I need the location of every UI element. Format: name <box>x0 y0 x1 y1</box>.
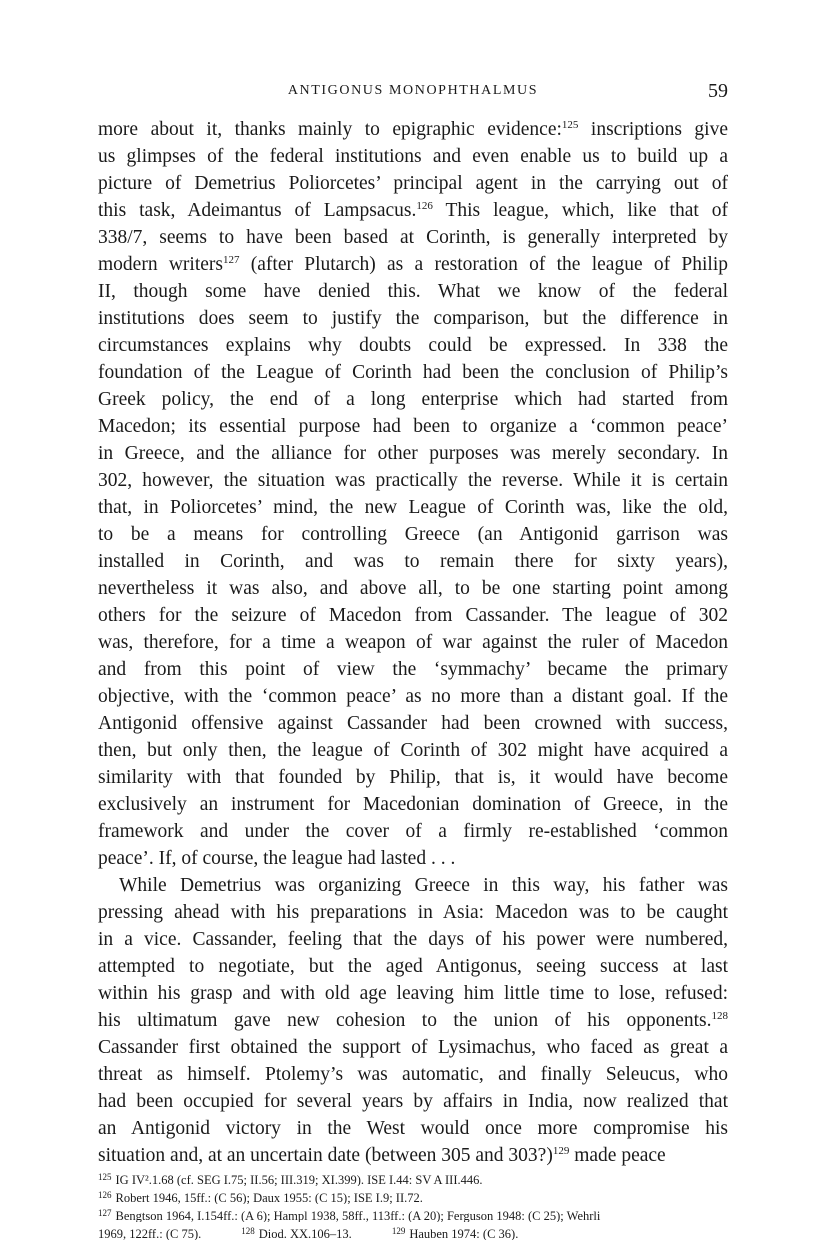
footnote-text: 1969, 122ff.: (C 75). <box>98 1227 202 1240</box>
running-head <box>98 80 728 104</box>
footnote-line <box>98 1186 728 1204</box>
text-run: pressing ahead with his preparations in Asia: Macedon was to be caught <box>98 902 728 923</box>
text-line <box>98 656 728 683</box>
text-run: was, therefore, for a time a weapon of war against the ruler of Macedon <box>98 632 728 653</box>
text-line <box>98 845 728 872</box>
text-run: modern writers <box>98 254 223 275</box>
text-line <box>98 548 728 575</box>
text-run: in a vice. Cassander, feeling that the days of his power were numbered, <box>98 929 728 950</box>
text-run: and from this point of view the ‘symmachy’ became the primary <box>98 659 728 680</box>
text-run: attempted to negotiate, but the aged Antigonus, seeing success at last <box>98 956 728 977</box>
text-run: institutions does seem to justify the comparison, but the difference in <box>98 308 728 329</box>
text-line <box>98 251 728 278</box>
footnote-marker[interactable]: 128 <box>711 1010 728 1022</box>
text-line <box>98 1115 728 1142</box>
text-line <box>98 413 728 440</box>
text-line <box>98 440 728 467</box>
text-run: 338/7, seems to have been based at Corinth, is generally interpreted by <box>98 227 728 248</box>
footnote-line <box>98 1222 728 1240</box>
text-line <box>98 143 728 170</box>
text-run: circumstances explains why doubts could be expressed. In 338 the <box>98 335 728 356</box>
text-run: framework and under the cover of a firmly re-established ‘common <box>98 821 728 842</box>
text-line <box>98 1034 728 1061</box>
footnote-number: 127 <box>98 1208 112 1218</box>
footnotes <box>98 1168 728 1240</box>
text-line <box>98 629 728 656</box>
body-text <box>98 116 728 1169</box>
text-line <box>98 737 728 764</box>
text-line <box>98 494 728 521</box>
text-run: While Demetrius was organizing Greece in this way, his father was <box>119 875 728 896</box>
text-run: to be a means for controlling Greece (an Antigonid garrison was <box>98 524 728 545</box>
footnote-text: Diod. XX.106–13. <box>258 1227 352 1240</box>
text-line <box>98 926 728 953</box>
text-run: objective, with the ‘common peace’ as no more than a distant goal. If the <box>98 686 728 707</box>
footnote-line <box>98 1168 728 1186</box>
text-line <box>98 197 728 224</box>
text-line <box>98 278 728 305</box>
text-run: an Antigonid victory in the West would once more compromise his <box>98 1118 728 1139</box>
text-line <box>98 116 728 143</box>
footnote-marker[interactable]: 126 <box>416 200 433 212</box>
text-line <box>98 602 728 629</box>
text-run: then, but only then, the league of Corinth of 302 might have acquired a <box>98 740 728 761</box>
text-line <box>98 818 728 845</box>
text-run: picture of Demetrius Poliorcetes’ principal agent in the carrying out of <box>98 173 728 194</box>
text-line <box>98 899 728 926</box>
text-run: inscriptions give <box>578 119 728 140</box>
text-line <box>98 683 728 710</box>
text-run: Macedon; its essential purpose had been to organize a ‘common peace’ <box>98 416 728 437</box>
text-line <box>98 1007 728 1034</box>
text-run: had been occupied for several years by affairs in India, now realized that <box>98 1091 728 1112</box>
text-line <box>98 224 728 251</box>
text-line <box>98 1088 728 1115</box>
text-run: This league, which, like that of <box>432 200 728 221</box>
text-line <box>98 872 728 899</box>
text-line <box>98 170 728 197</box>
text-run: in Greece, and the alliance for other purposes was merely secondary. In <box>98 443 728 464</box>
text-run: within his grasp and with old age leaving him little time to lose, refused: <box>98 983 728 1004</box>
text-run: nevertheless it was also, and above all, to be one starting point among <box>98 578 728 599</box>
footnote-number: 129 <box>391 1226 406 1236</box>
text-run: situation and, at an uncertain date (between 305 and 303?) <box>98 1145 553 1166</box>
text-run: us glimpses of the federal institutions and even enable us to build up a <box>98 146 728 167</box>
text-run: foundation of the League of Corinth had been the conclusion of Philip’s <box>98 362 728 383</box>
text-run: Antigonid offensive against Cassander had been crowned with success, <box>98 713 728 734</box>
footnote-line <box>98 1204 728 1222</box>
text-line <box>98 332 728 359</box>
text-line <box>98 764 728 791</box>
text-line <box>98 575 728 602</box>
text-run: that, in Poliorcetes’ mind, the new League of Corinth was, like the old, <box>98 497 728 518</box>
footnote-marker[interactable]: 129 <box>552 1145 570 1157</box>
text-line <box>98 980 728 1007</box>
footnote-number: 126 <box>98 1190 112 1200</box>
text-run: threat as himself. Ptolemy’s was automatic, and finally Seleucus, who <box>98 1064 728 1085</box>
footnote-number: 128 <box>241 1226 255 1236</box>
footnote-text: Hauben 1974: (C 36). <box>409 1227 519 1240</box>
text-line <box>98 305 728 332</box>
text-run: similarity with that founded by Philip, that is, it would have become <box>98 767 728 788</box>
page-number: 59 <box>708 80 728 102</box>
text-run: Greek policy, the end of a long enterprise which had started from <box>98 389 728 410</box>
text-line <box>98 791 728 818</box>
text-line <box>98 1142 728 1169</box>
footnote-marker[interactable]: 127 <box>223 254 240 266</box>
text-run: II, though some have denied this. What we know of the federal <box>98 281 728 302</box>
text-run: made peace <box>569 1145 666 1166</box>
text-run: 302, however, the situation was practically the reverse. While it is certain <box>98 470 728 491</box>
text-run: this task, Adeimantus of Lampsacus. <box>98 200 417 221</box>
text-line <box>98 953 728 980</box>
footnote-marker[interactable]: 125 <box>561 119 579 131</box>
text-run: (after Plutarch) as a restoration of the league of Philip <box>239 254 728 275</box>
text-run: exclusively an instrument for Macedonian domination of Greece, in the <box>98 794 728 815</box>
text-line <box>98 1061 728 1088</box>
text-run: more about it, thanks mainly to epigraphic evidence: <box>98 119 562 140</box>
text-run: installed in Corinth, and was to remain there for sixty years), <box>98 551 728 572</box>
text-run: others for the seizure of Macedon from Cassander. The league of 302 <box>98 605 728 626</box>
text-run: peace’. If, of course, the league had lasted . . . <box>98 848 456 869</box>
footnote-text: IG IV².1.68 (cf. SEG I.75; II.56; III.319; XI.399). ISE I.44: SV A III.446. <box>115 1173 483 1186</box>
text-line <box>98 710 728 737</box>
text-run: Cassander first obtained the support of Lysimachus, who faced as great a <box>98 1037 728 1058</box>
footnote-text: Robert 1946, 15ff.: (C 56); Daux 1955: (C 15); ISE I.9; II.72. <box>115 1191 423 1204</box>
running-head-title: ANTIGONUS MONOPHTHALMUS <box>287 83 539 98</box>
text-line <box>98 359 728 386</box>
footnote-number: 125 <box>98 1172 112 1182</box>
text-line <box>98 521 728 548</box>
text-line <box>98 467 728 494</box>
text-run: his ultimatum gave new cohesion to the union of his opponents. <box>98 1010 712 1031</box>
text-line <box>98 386 728 413</box>
footnote-text: Bengtson 1964, I.154ff.: (A 6); Hampl 1938, 58ff., 113ff.: (A 20); Ferguson 1948: (C 25); Wehrli <box>115 1209 601 1222</box>
